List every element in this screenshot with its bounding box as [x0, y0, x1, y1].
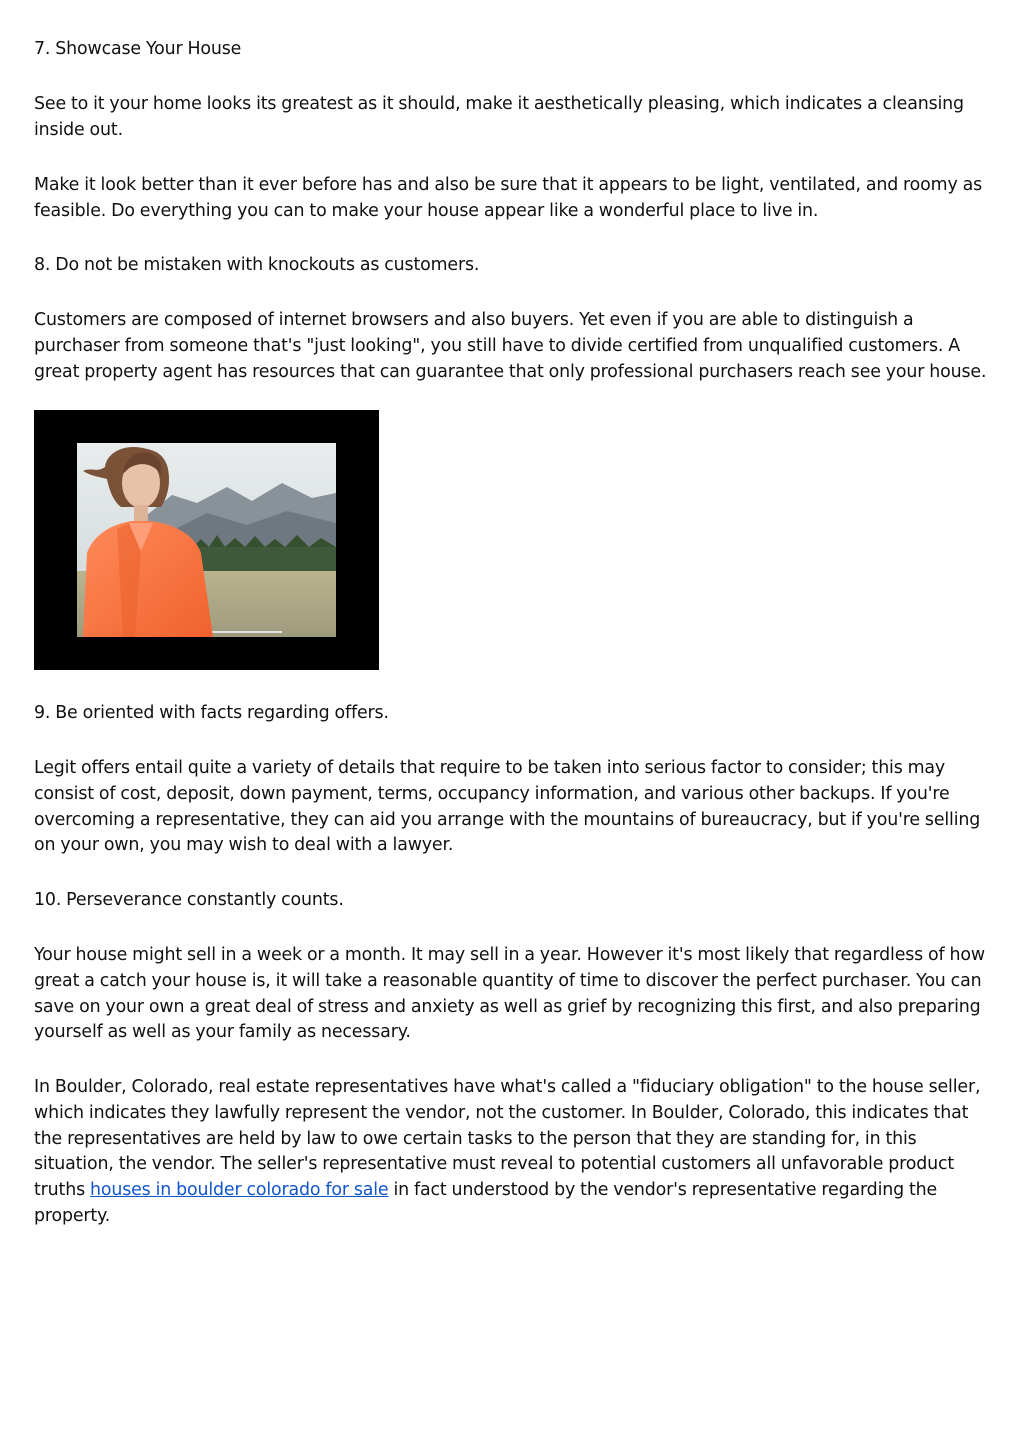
paragraph-look-better: Make it look better than it ever before has and also be sure that it appears to be light, ventilated, and roomy as feasible. Do everything you can to make your house appear like a wonderful place to live in. [34, 175, 982, 221]
paragraph-legit-offers: Legit offers entail quite a variety of details that require to be taken into serious factor to consider; this may consist of cost, deposit, down payment, terms, occupancy information, and various other backups. If you're overcoming a representative, they can aid you arrange with the mountains of bureaucracy, but if you're selling on your own, you may wish to deal with a lawyer. [34, 758, 981, 856]
heading-showcase-your-house: 7. Showcase Your House [34, 39, 242, 59]
houses-for-sale-link[interactable]: houses in boulder colorado for sale [89, 1180, 389, 1201]
heading-perseverance: 10. Perseverance constantly counts. [34, 890, 344, 910]
heading-oriented-offers: 9. Be oriented with facts regarding offers. [34, 703, 389, 723]
paragraph-home-looks: See to it your home looks its greatest as it should, make it aesthetically pleasing, which indicates a cleansing inside out. [34, 94, 964, 140]
paragraph-boulder-text-end: in fact understood by the vendor's representative regarding the property. [34, 1180, 938, 1226]
paragraph-house-might-sell: Your house might sell in a week or a month. It may sell in a year. However it's most likely that regardless of how great a catch your house is, it will take a reasonable quantity of time to discover the perfect purchaser. You can save on your own a great deal of stress and anxiety as well as grief by recognizing this first, and also preparing yourself as well as your family as necessary. [34, 945, 985, 1043]
video-thumbnail [34, 410, 379, 670]
heading-knockouts-customers: 8. Do not be mistaken with knockouts as customers. [34, 255, 480, 275]
woman-mountains-photo [77, 443, 336, 637]
paragraph-customers-composed: Customers are composed of internet browsers and also buyers. Yet even if you are able to distinguish a purchaser from someone that's "just looking", you still have to divide certified from unqualified customers. A great property agent has resources that can guarantee that only professional purchasers reach see your house. [34, 310, 987, 382]
paragraph-boulder-colorado [34, 1075, 994, 1230]
paragraph-boulder-text: In Boulder, Colorado, real estate representatives have what's called a "fiduciary obligation" to the house seller, which indicates they lawfully represent the vendor, not the customer. In Boulder, Colorado, this indicates that the representatives are held by law to owe certain tasks to the person that they are standing for, in this situation, the vendor. The seller's representative must reveal to potential customers all unfavorable product truths [34, 1077, 981, 1201]
